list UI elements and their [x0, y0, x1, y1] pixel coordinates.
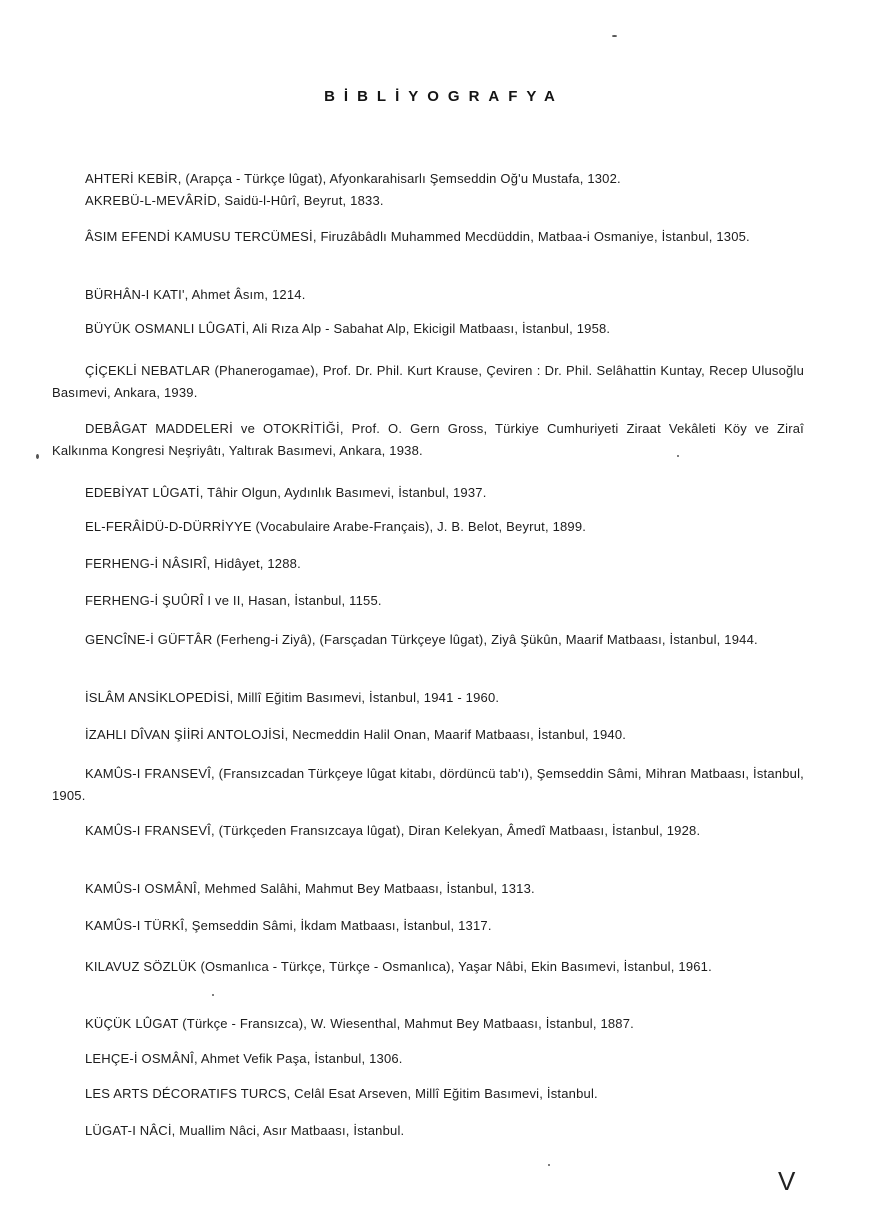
bibliography-entry: FERHENG-İ NÂSIRÎ, Hidâyet, 1288. — [85, 556, 301, 571]
scan-speck — [212, 994, 214, 996]
bibliography-entry: LEHÇE-İ OSMÂNÎ, Ahmet Vefik Paşa, İstanbul, 1306. — [85, 1051, 403, 1066]
bibliography-entry: ÇİÇEKLİ NEBATLAR (Phanerogamae), Prof. Dr. Phil. Kurt Krause, Çeviren : Dr. Phil. Selâhattin Kuntay, Recep Ulusoğlu Basımevi, Ankara, 1939. — [52, 363, 804, 400]
bibliography-entry: KAMÛS-I TÜRKÎ, Şemseddin Sâmi, İkdam Matbaası, İstanbul, 1317. — [85, 918, 492, 933]
bibliography-entry: DEBÂGAT MADDELERİ ve OTOKRİTİĞİ, Prof. O. Gern Gross, Türkiye Cumhuriyeti Ziraat Vekâleti Köy ve Ziraî Kalkınma Kongresi Neşriyâtı, Yaltırak Basımevi, Ankara, 1938. — [52, 421, 804, 458]
bibliography-entry: KAMÛS-I FRANSEVÎ, (Fransızcadan Türkçeye lûgat kitabı, dördüncü tab'ı), Şemseddin Sâmi, Mihran Matbaası, İstanbul, 1905. — [52, 766, 804, 803]
bibliography-entry: GENCÎNE-İ GÜFTÂR (Ferheng-i Ziyâ), (Farsçadan Türkçeye lûgat), Ziyâ Şükûn, Maarif Matbaası, İstanbul, 1944. — [85, 632, 758, 647]
bibliography-entry: KAMÛS-I OSMÂNÎ, Mehmed Salâhi, Mahmut Bey Matbaası, İstanbul, 1313. — [85, 881, 535, 896]
bibliography-entry: FERHENG-İ ŞUÛRÎ I ve II, Hasan, İstanbul, 1155. — [85, 593, 382, 608]
bibliography-entry: EDEBİYAT LÛGATİ, Tâhir Olgun, Aydınlık Basımevi, İstanbul, 1937. — [85, 485, 487, 500]
bibliography-entry: BÜRHÂN-I KATI', Ahmet Âsım, 1214. — [85, 287, 306, 302]
bibliography-entry: ÂSIM EFENDİ KAMUSU TERCÜMESİ, Firuzâbâdlı Muhammed Mecdüddin, Matbaa-i Osmaniye, İstanbul, 1305. — [85, 229, 750, 244]
bibliography-entry: KILAVUZ SÖZLÜK (Osmanlıca - Türkçe, Türkçe - Osmanlıca), Yaşar Nâbi, Ekin Basımevi, İstanbul, 1961. — [85, 959, 712, 974]
bibliography-entry: LÜGAT-I NÂCİ, Muallim Nâci, Asır Matbaası, İstanbul. — [85, 1123, 405, 1138]
page-number: V — [778, 1166, 796, 1196]
bibliography-entry: KÜÇÜK LÛGAT (Türkçe - Fransızca), W. Wiesenthal, Mahmut Bey Matbaası, İstanbul, 1887. — [85, 1016, 634, 1031]
bibliography-entry: İSLÂM ANSİKLOPEDİSİ, Millî Eğitim Basımevi, İstanbul, 1941 - 1960. — [85, 690, 500, 705]
bibliography-entry: LES ARTS DÉCORATIFS TURCS, Celâl Esat Arseven, Millî Eğitim Basımevi, İstanbul. — [85, 1086, 598, 1101]
bibliography-entry: KAMÛS-I FRANSEVÎ, (Türkçeden Fransızcaya lûgat), Diran Kelekyan, Âmedî Matbaası, İstanbul, 1928. — [85, 823, 701, 838]
bibliography-entry: AHTERİ KEBİR, (Arapça - Türkçe lûgat), Afyonkarahisarlı Şemseddin Oğ'u Mustafa, 1302. — [85, 171, 621, 186]
bibliography-entry: EL-FERÂİDÜ-D-DÜRRİYYE (Vocabulaire Arabe-Français), J. B. Belot, Beyrut, 1899. — [85, 519, 587, 534]
bibliography-entry: İZAHLI DÎVAN ŞİİRİ ANTOLOJİSİ, Necmeddin Halil Onan, Maarif Matbaası, İstanbul, 1940. — [85, 727, 627, 742]
bibliography-entry: AKREBÜ-L-MEVÂRİD, Saidü-l-Hûrî, Beyrut, 1833. — [85, 193, 384, 208]
scan-speck — [612, 35, 617, 37]
scan-speck — [677, 455, 679, 457]
scan-speck — [548, 1164, 550, 1166]
page-title: BİBLİYOGRAFYA — [324, 88, 564, 105]
scan-speck — [36, 454, 39, 459]
bibliography-entry: BÜYÜK OSMANLI LÛGATİ, Ali Rıza Alp - Sabahat Alp, Ekicigil Matbaası, İstanbul, 1958. — [85, 321, 611, 336]
